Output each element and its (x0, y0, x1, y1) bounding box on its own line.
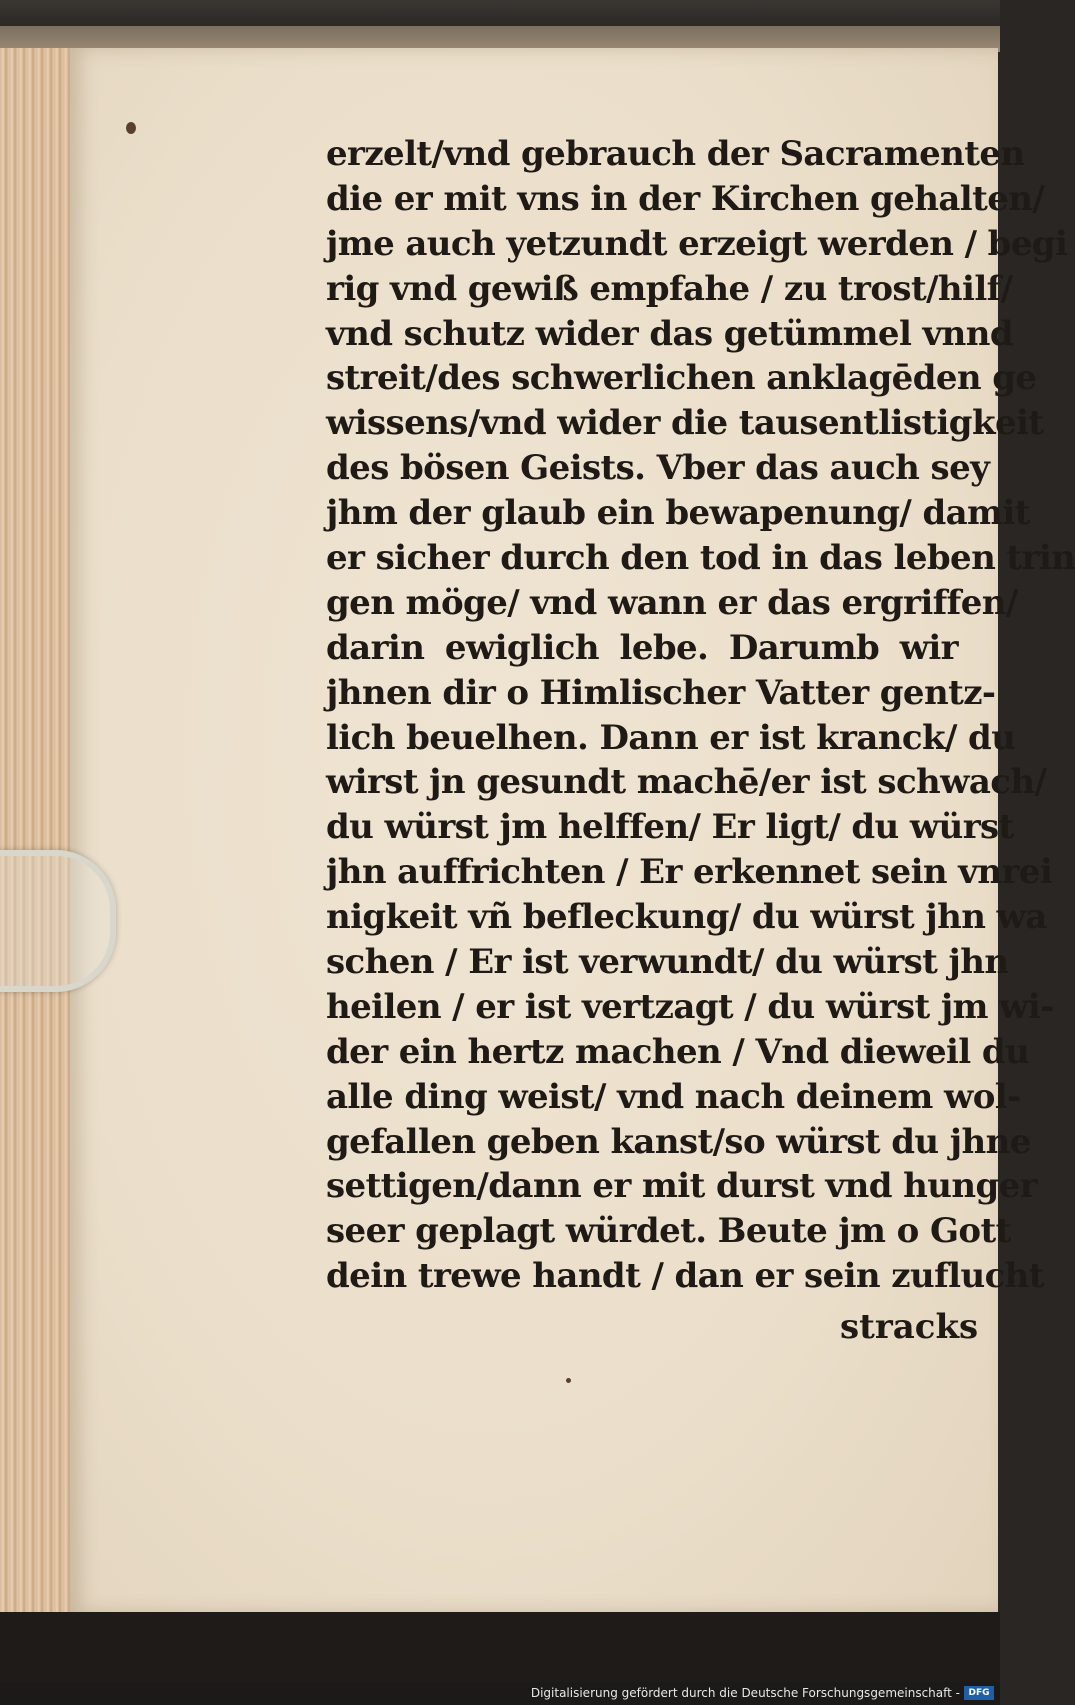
text-line: jhnen dir o Himlischer Vatter gentz- (326, 672, 996, 713)
ink-speck (566, 1378, 571, 1383)
text-line: gen möge/ vnd wann er das ergriffen/ (326, 582, 1018, 623)
text-line: alle ding weist/ vnd nach deinem wol- (326, 1076, 1021, 1117)
text-line: die er mit vns in der Kirchen gehalten/ (326, 178, 1045, 219)
text-line: jme auch yetzundt erzeigt werden / begi (326, 223, 1068, 264)
text-line: wissens/vnd wider die tausentlistigkeit (326, 403, 1044, 444)
bookmark-tab (0, 850, 116, 992)
text-line: seer geplagt würdet. Beute jm o Gott (326, 1211, 1011, 1252)
scan-background-bottom (0, 1612, 1000, 1682)
text-line: settigen/dann er mit durst vnd hunger (326, 1166, 1037, 1207)
ink-speck (126, 122, 136, 134)
text-line: wirst jn gesundt machē/er ist schwach/ (326, 762, 1047, 803)
text-line: jhn auffrichten / Er erkennet sein vnrei (326, 852, 1053, 893)
funding-credit: Digitalisierung gefördert durch die Deutsche Forschungsgemeinschaft - (530, 1686, 960, 1700)
text-line: du würst jm helffen/ Er ligt/ du würst (326, 807, 1014, 848)
text-line: lich beuelhen. Dann er ist kranck/ du (326, 717, 1016, 758)
text-line: streit/des schwerlichen anklagēden ge (326, 358, 1037, 399)
dfg-logo-icon: DFG (964, 1686, 994, 1700)
text-line: dein trewe handt / dan er sein zuflucht (326, 1256, 1044, 1297)
text-line: erzelt/vnd gebrauch der Sacramenten (326, 134, 1025, 174)
text-line: heilen / er ist vertzagt / du würst jm wi- (326, 986, 1054, 1027)
text-line: des bösen Geists. Vber das auch sey (326, 448, 990, 489)
text-line: er sicher durch den tod in das leben trin (326, 538, 1075, 579)
text-line: jhm der glaub ein bewapenung/ damit (326, 493, 1030, 534)
text-line: der ein hertz machen / Vnd dieweil du (326, 1031, 1030, 1072)
text-line: vnd schutz wider das getümmel vnnd (326, 313, 1014, 354)
text-line: gefallen geben kanst/so würst du jhne (326, 1121, 1031, 1162)
footer-bar (0, 1682, 1000, 1705)
text-line: darin ewiglich lebe. Darumb wir (326, 627, 958, 668)
page-text (326, 132, 1075, 1299)
text-line: schen / Er ist verwundt/ du würst jhn (326, 942, 1009, 983)
text-line: rig vnd gewiß empfahe / zu trost/hilf/ (326, 268, 1013, 309)
text-line: nigkeit vñ befleckung/ du würst jhn wa (326, 897, 1047, 938)
catchword: stracks (840, 1307, 979, 1347)
